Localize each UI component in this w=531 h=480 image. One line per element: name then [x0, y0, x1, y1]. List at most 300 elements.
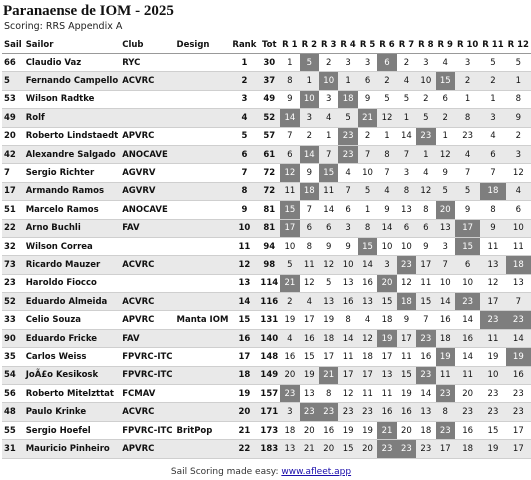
race-score-discarded: 15	[455, 237, 480, 255]
race-score: 3	[280, 403, 299, 421]
scoring-subtitle: Scoring: RRS Appendix A	[4, 21, 123, 32]
race-score: 18	[416, 421, 435, 439]
column-header: R 2	[300, 36, 319, 54]
total-cell: 72	[258, 164, 280, 182]
race-score-discarded: 19	[436, 348, 455, 366]
race-score: 11	[319, 182, 338, 200]
column-header: R 10	[455, 36, 480, 54]
sailor-cell: Carlos Weiss	[24, 348, 121, 366]
race-score: 16	[397, 403, 416, 421]
race-score: 10	[506, 219, 531, 237]
race-score: 7	[397, 145, 416, 163]
sail-cell: 22	[2, 219, 24, 237]
race-score: 15	[300, 348, 319, 366]
race-score: 10	[416, 72, 435, 90]
race-score-discarded: 21	[377, 421, 396, 439]
race-score: 5	[480, 54, 505, 72]
design-cell	[175, 366, 231, 384]
race-score: 2	[358, 127, 377, 145]
race-score: 5	[397, 90, 416, 108]
footer-link[interactable]: www.afleet.app	[281, 467, 352, 477]
race-score: 17	[436, 440, 455, 458]
club-cell	[120, 109, 174, 127]
rank-cell: 10	[230, 219, 258, 237]
race-score-discarded: 18	[300, 182, 319, 200]
column-header: Design	[175, 36, 231, 54]
race-score: 23	[455, 127, 480, 145]
rank-cell: 9	[230, 201, 258, 219]
race-score-discarded: 23	[397, 440, 416, 458]
total-cell: 131	[258, 311, 280, 329]
sailor-cell: Claudio Vaz	[24, 54, 121, 72]
race-score: 16	[358, 274, 377, 292]
race-score: 7	[480, 164, 505, 182]
sailor-cell: Marcelo Ramos	[24, 201, 121, 219]
race-score: 1	[397, 109, 416, 127]
race-score: 3	[436, 237, 455, 255]
column-header: Tot	[258, 36, 280, 54]
race-score: 13	[280, 440, 299, 458]
race-score: 7	[506, 293, 531, 311]
race-score-discarded: 17	[280, 219, 299, 237]
design-cell	[175, 164, 231, 182]
race-score: 19	[480, 440, 505, 458]
race-score: 10	[338, 256, 357, 274]
race-score: 5	[506, 54, 531, 72]
rank-cell: 14	[230, 293, 258, 311]
column-header: R 7	[397, 36, 416, 54]
race-score-discarded: 23	[280, 385, 299, 403]
race-score: 1	[416, 145, 435, 163]
race-score: 19	[358, 421, 377, 439]
race-score: 15	[480, 421, 505, 439]
race-score: 18	[436, 329, 455, 347]
race-score: 7	[416, 311, 435, 329]
race-score: 6	[506, 201, 531, 219]
club-cell: FPVRC-ITC	[120, 348, 174, 366]
total-cell: 183	[258, 440, 280, 458]
race-score: 5	[358, 182, 377, 200]
race-score: 7	[338, 182, 357, 200]
column-header: Rank	[230, 36, 258, 54]
race-score: 2	[397, 54, 416, 72]
race-score: 9	[506, 109, 531, 127]
table-row	[2, 182, 531, 200]
race-score-discarded: 6	[377, 54, 396, 72]
sailor-cell: Eduardo Fricke	[24, 329, 121, 347]
design-cell	[175, 440, 231, 458]
race-score: 6	[416, 219, 435, 237]
footer	[0, 467, 522, 477]
design-cell	[175, 348, 231, 366]
race-score: 19	[338, 421, 357, 439]
race-score: 13	[506, 274, 531, 292]
race-score-discarded: 21	[358, 109, 377, 127]
rank-cell: 5	[230, 127, 258, 145]
race-score: 19	[300, 366, 319, 384]
club-cell: APVRC	[120, 311, 174, 329]
race-score: 7	[300, 201, 319, 219]
race-score: 13	[319, 293, 338, 311]
results-table	[2, 36, 531, 459]
race-score: 11	[377, 385, 396, 403]
design-cell	[175, 72, 231, 90]
total-cell: 30	[258, 54, 280, 72]
table-row	[2, 421, 531, 439]
sail-cell: 51	[2, 201, 24, 219]
table-row	[2, 90, 531, 108]
design-cell	[175, 237, 231, 255]
sailor-cell: Ricardo Mauzer	[24, 256, 121, 274]
rank-cell: 6	[230, 145, 258, 163]
race-score-discarded: 5	[300, 54, 319, 72]
race-score: 1	[506, 72, 531, 90]
club-cell: ACVRC	[120, 72, 174, 90]
race-score: 10	[455, 274, 480, 292]
sailor-cell: Roberto Lindstaedt	[24, 127, 121, 145]
rank-cell: 13	[230, 274, 258, 292]
race-score: 16	[416, 348, 435, 366]
column-header: Sailor	[24, 36, 121, 54]
race-score: 7	[358, 145, 377, 163]
race-score: 1	[338, 72, 357, 90]
sailor-cell: Alexandre Salgado	[24, 145, 121, 163]
race-score: 3	[377, 256, 396, 274]
club-cell: FAV	[120, 219, 174, 237]
race-score-discarded: 23	[416, 366, 435, 384]
rank-cell: 7	[230, 164, 258, 182]
race-score: 8	[338, 311, 357, 329]
race-score: 9	[377, 201, 396, 219]
race-score: 6	[455, 256, 480, 274]
race-score: 16	[436, 311, 455, 329]
design-cell	[175, 201, 231, 219]
race-score: 16	[319, 421, 338, 439]
sailor-cell: Mauricio Pinheiro	[24, 440, 121, 458]
total-cell: 140	[258, 329, 280, 347]
race-score-discarded: 21	[319, 366, 338, 384]
race-score: 18	[358, 348, 377, 366]
race-score: 20	[358, 440, 377, 458]
race-score: 17	[319, 348, 338, 366]
design-cell	[175, 54, 231, 72]
club-cell: ACVRC	[120, 256, 174, 274]
race-score: 9	[358, 90, 377, 108]
race-score-discarded: 23	[455, 293, 480, 311]
sailor-cell: Armando Ramos	[24, 182, 121, 200]
design-cell	[175, 182, 231, 200]
race-score: 6	[280, 145, 299, 163]
rank-cell: 1	[230, 54, 258, 72]
race-score: 1	[358, 201, 377, 219]
rank-cell: 4	[230, 109, 258, 127]
race-score: 13	[480, 256, 505, 274]
race-score: 12	[436, 145, 455, 163]
sail-cell: 55	[2, 421, 24, 439]
race-score: 12	[480, 274, 505, 292]
race-score: 16	[506, 366, 531, 384]
total-cell: 81	[258, 201, 280, 219]
sailor-cell: Celio Souza	[24, 311, 121, 329]
sail-cell: 52	[2, 293, 24, 311]
club-cell: APVRC	[120, 440, 174, 458]
total-cell: 37	[258, 72, 280, 90]
race-score: 12	[397, 274, 416, 292]
total-cell: 52	[258, 109, 280, 127]
race-score: 8	[506, 90, 531, 108]
race-score: 23	[416, 440, 435, 458]
design-cell	[175, 329, 231, 347]
race-score: 5	[436, 182, 455, 200]
sail-cell: 31	[2, 440, 24, 458]
race-score-discarded: 20	[377, 274, 396, 292]
race-score-discarded: 15	[436, 72, 455, 90]
race-score: 8	[319, 385, 338, 403]
race-score: 18	[319, 329, 338, 347]
race-score: 13	[338, 274, 357, 292]
race-score: 20	[397, 421, 416, 439]
rank-cell: 8	[230, 182, 258, 200]
race-score: 7	[377, 164, 396, 182]
total-cell: 148	[258, 348, 280, 366]
table-row	[2, 348, 531, 366]
race-score: 3	[338, 54, 357, 72]
race-score: 9	[319, 237, 338, 255]
race-score-discarded: 19	[377, 329, 396, 347]
race-score: 9	[280, 90, 299, 108]
table-row	[2, 311, 531, 329]
race-score: 10	[358, 164, 377, 182]
race-score: 9	[338, 237, 357, 255]
race-score: 17	[416, 256, 435, 274]
design-cell	[175, 256, 231, 274]
race-score: 16	[338, 293, 357, 311]
race-score: 1	[377, 127, 396, 145]
race-score: 8	[480, 201, 505, 219]
sailor-cell: Paulo Krinke	[24, 403, 121, 421]
race-score: 6	[358, 72, 377, 90]
rank-cell: 18	[230, 366, 258, 384]
race-score: 6	[300, 219, 319, 237]
race-score: 4	[280, 329, 299, 347]
club-cell: FAV	[120, 329, 174, 347]
race-score: 1	[319, 127, 338, 145]
club-cell: ANOCAVE	[120, 201, 174, 219]
sail-cell: 20	[2, 127, 24, 145]
race-score: 12	[358, 329, 377, 347]
total-cell: 114	[258, 274, 280, 292]
race-score: 1	[436, 127, 455, 145]
race-score: 14	[319, 201, 338, 219]
race-score-discarded: 23	[480, 311, 505, 329]
race-score: 11	[480, 237, 505, 255]
race-score: 6	[480, 145, 505, 163]
race-score: 10	[280, 237, 299, 255]
race-score: 3	[319, 90, 338, 108]
race-score: 23	[480, 385, 505, 403]
table-row	[2, 164, 531, 182]
race-score: 7	[455, 164, 480, 182]
race-score: 2	[280, 293, 299, 311]
race-score: 4	[506, 182, 531, 200]
sail-cell: 54	[2, 366, 24, 384]
rank-cell: 12	[230, 256, 258, 274]
race-score: 23	[506, 385, 531, 403]
race-score: 3	[506, 145, 531, 163]
race-score: 12	[377, 109, 396, 127]
race-score: 9	[480, 219, 505, 237]
sail-cell: 5	[2, 72, 24, 90]
race-score: 5	[455, 182, 480, 200]
sail-cell: 66	[2, 54, 24, 72]
race-score: 11	[455, 366, 480, 384]
race-score: 7	[436, 256, 455, 274]
race-score: 5	[377, 90, 396, 108]
race-score: 17	[480, 293, 505, 311]
race-score: 9	[397, 311, 416, 329]
race-score: 4	[338, 164, 357, 182]
race-score: 23	[455, 403, 480, 421]
race-score: 15	[377, 293, 396, 311]
total-cell: 49	[258, 90, 280, 108]
club-cell: RYC	[120, 54, 174, 72]
race-score: 2	[436, 109, 455, 127]
club-cell: AGVRV	[120, 182, 174, 200]
column-header: R 3	[319, 36, 338, 54]
sailor-cell: Fernando Campello	[24, 72, 121, 90]
design-cell	[175, 293, 231, 311]
race-score: 1	[300, 72, 319, 90]
rank-cell: 22	[230, 440, 258, 458]
table-row	[2, 201, 531, 219]
sail-cell: 48	[2, 403, 24, 421]
race-score: 10	[397, 237, 416, 255]
club-cell	[120, 237, 174, 255]
race-score: 3	[300, 109, 319, 127]
table-row	[2, 274, 531, 292]
race-score: 11	[280, 182, 299, 200]
race-score: 4	[436, 54, 455, 72]
race-score-discarded: 15	[319, 164, 338, 182]
race-score: 13	[377, 366, 396, 384]
race-score: 10	[480, 366, 505, 384]
table-row	[2, 237, 531, 255]
race-score: 13	[300, 385, 319, 403]
design-cell	[175, 219, 231, 237]
race-score: 14	[397, 127, 416, 145]
race-score: 13	[416, 403, 435, 421]
race-score: 14	[416, 385, 435, 403]
race-score: 20	[280, 366, 299, 384]
race-score: 11	[338, 348, 357, 366]
design-cell: BritPop	[175, 421, 231, 439]
race-score: 16	[455, 329, 480, 347]
sailor-cell: Wilson Correa	[24, 237, 121, 255]
race-score-discarded: 23	[397, 256, 416, 274]
rank-cell: 19	[230, 385, 258, 403]
race-score: 16	[280, 348, 299, 366]
club-cell: FPVRC-ITC	[120, 421, 174, 439]
column-header: R 5	[358, 36, 377, 54]
race-score-discarded: 20	[436, 201, 455, 219]
column-header: R 12	[506, 36, 531, 54]
club-cell: ANOCAVE	[120, 145, 174, 163]
sail-cell: 56	[2, 385, 24, 403]
total-cell: 173	[258, 421, 280, 439]
total-cell: 157	[258, 385, 280, 403]
race-score: 11	[480, 329, 505, 347]
race-score: 16	[377, 403, 396, 421]
race-score: 6	[397, 219, 416, 237]
race-score: 19	[397, 385, 416, 403]
race-score: 12	[416, 182, 435, 200]
race-score: 17	[377, 348, 396, 366]
table-row	[2, 54, 531, 72]
sail-cell: 42	[2, 145, 24, 163]
sail-cell: 32	[2, 237, 24, 255]
race-score: 8	[397, 182, 416, 200]
race-score: 17	[338, 366, 357, 384]
race-score: 9	[300, 164, 319, 182]
race-score: 1	[480, 90, 505, 108]
race-score: 17	[506, 440, 531, 458]
rank-cell: 17	[230, 348, 258, 366]
race-score-discarded: 23	[416, 127, 435, 145]
column-header: Sail	[2, 36, 24, 54]
race-score: 6	[319, 219, 338, 237]
column-header: R 9	[436, 36, 455, 54]
race-score: 20	[300, 421, 319, 439]
column-header: Club	[120, 36, 174, 54]
race-score: 15	[416, 293, 435, 311]
race-score: 19	[280, 311, 299, 329]
race-score: 19	[319, 311, 338, 329]
sailor-cell: JoÃ£o Kesikosk	[24, 366, 121, 384]
race-score-discarded: 18	[506, 256, 531, 274]
race-score: 2	[300, 127, 319, 145]
design-cell	[175, 274, 231, 292]
race-score-discarded: 19	[506, 348, 531, 366]
race-score: 3	[338, 219, 357, 237]
race-score: 12	[338, 385, 357, 403]
column-header: R 4	[338, 36, 357, 54]
race-score: 16	[300, 329, 319, 347]
race-score-discarded: 12	[280, 164, 299, 182]
sail-cell: 49	[2, 109, 24, 127]
column-header: R 6	[377, 36, 396, 54]
table-row	[2, 72, 531, 90]
club-cell	[120, 90, 174, 108]
sailor-cell: Sergio Richter	[24, 164, 121, 182]
rank-cell: 11	[230, 237, 258, 255]
race-score: 11	[416, 274, 435, 292]
race-score: 17	[358, 366, 377, 384]
race-score: 11	[300, 256, 319, 274]
race-score: 11	[397, 348, 416, 366]
club-cell: APVRC	[120, 127, 174, 145]
race-score-discarded: 15	[280, 201, 299, 219]
race-score: 4	[480, 127, 505, 145]
race-score: 18	[455, 440, 480, 458]
race-score: 4	[319, 109, 338, 127]
rank-cell: 15	[230, 311, 258, 329]
race-score: 11	[436, 366, 455, 384]
sail-cell: 23	[2, 274, 24, 292]
sail-cell: 73	[2, 256, 24, 274]
race-score: 9	[455, 201, 480, 219]
table-row	[2, 293, 531, 311]
race-score-discarded: 23	[338, 145, 357, 163]
